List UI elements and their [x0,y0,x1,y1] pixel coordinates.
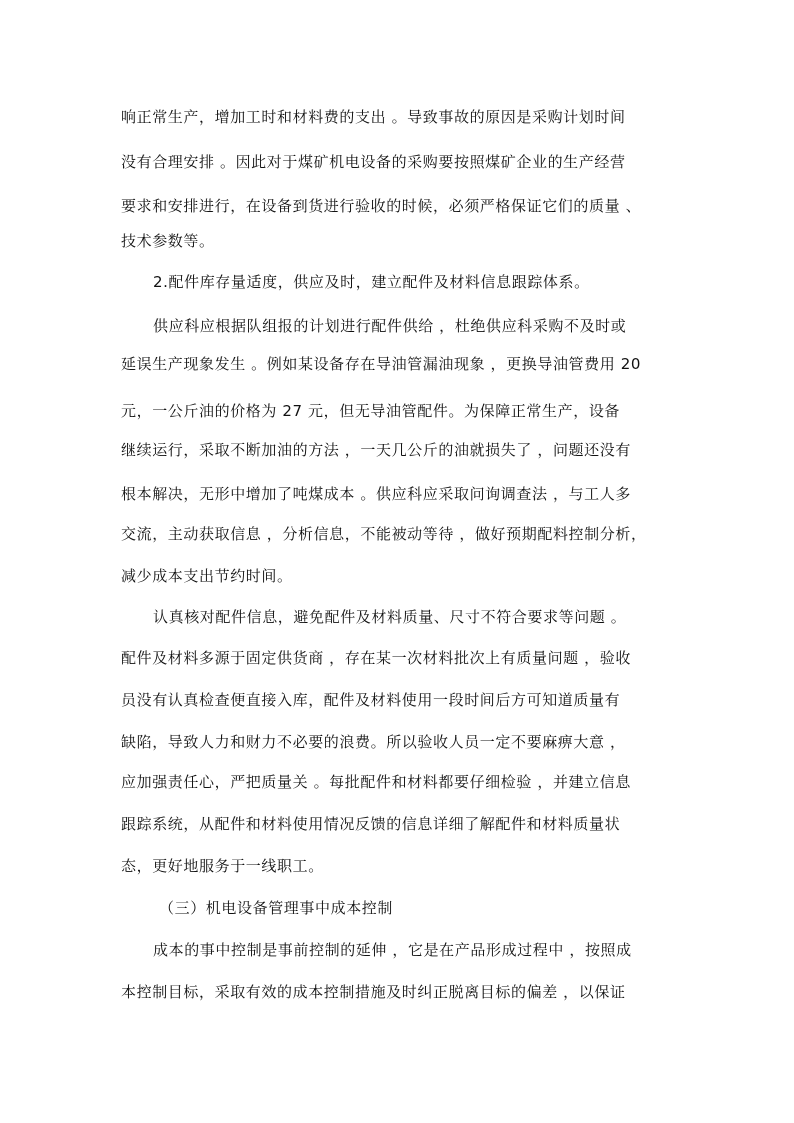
body-text-line: 认真核对配件信息，避免配件及材料质量、尺寸不符合要求等问题 。 [153,608,627,626]
body-text-line: 要求和安排进行，在设备到货进行验收的时候，必须严格保证它们的质量 、 [121,197,642,215]
body-text-line: 应加强责任心，严把质量关 。每批配件和材料都要仔细检验 ，并建立信息 [121,773,631,791]
body-text-line: 配件及材料多源于固定供货商 ，存在某一次材料批次上有质量问题 ，验收 [121,649,631,667]
body-text-line: 本控制目标，采取有效的成本控制措施及时纠正脱离目标的偏差 ，以保证 [121,983,626,1001]
section-subheading: 2.配件库存量适度，供应及时，建立配件及材料信息跟踪体系。 [153,273,590,291]
body-text-line: 延误生产现象发生 。例如某设备存在导油管漏油现象 ，更换导油管费用 20 [121,355,641,373]
body-text-line: 没有合理安排 。因此对于煤矿机电设备的采购要按照煤矿企业的生产经营 [121,153,626,171]
body-text-line: 态，更好地服务于一线职工。 [121,857,324,875]
body-text-line: 缺陷，导致人力和财力不必要的浪费。所以验收人员一定不要麻痹大意 ， [121,733,626,751]
body-text-line: 元，一公斤油的价格为 27 元，但无导油管配件。为保障正常生产，设备 [121,402,621,420]
section-heading: （三）机电设备管理事中成本控制 [159,899,394,917]
body-text-line: 技术参数等。 [121,232,215,250]
body-text-line: 供应科应根据队组报的计划进行配件供给 ，杜绝供应科采购不及时或 [153,317,627,335]
body-text-line: 成本的事中控制是事前控制的延伸 ，它是在产品形成过程中 ，按照成 [153,941,632,959]
body-text-line: 跟踪系统，从配件和材料使用情况反馈的信息详细了解配件和材料质量状 [121,815,621,833]
body-text-line: 继续运行，采取不断加油的方法 ，一天几公斤的油就损失了 ，问题还没有 [121,441,631,459]
body-text-line: 员没有认真检查便直接入库，配件及材料使用一段时间后方可知道质量有 [121,691,621,709]
body-text-line: 减少成本支出节约时间。 [121,567,293,585]
body-text-line: 交流，主动获取信息 ，分析信息，不能被动等待 ，做好预期配料控制分析， [121,525,647,543]
body-text-line: 响正常生产，增加工时和材料费的支出 。导致事故的原因是采购计划时间 [121,108,626,126]
body-text-line: 根本解决，无形中增加了吨煤成本 。供应科应采取问询调查法 ，与工人多 [121,485,631,503]
